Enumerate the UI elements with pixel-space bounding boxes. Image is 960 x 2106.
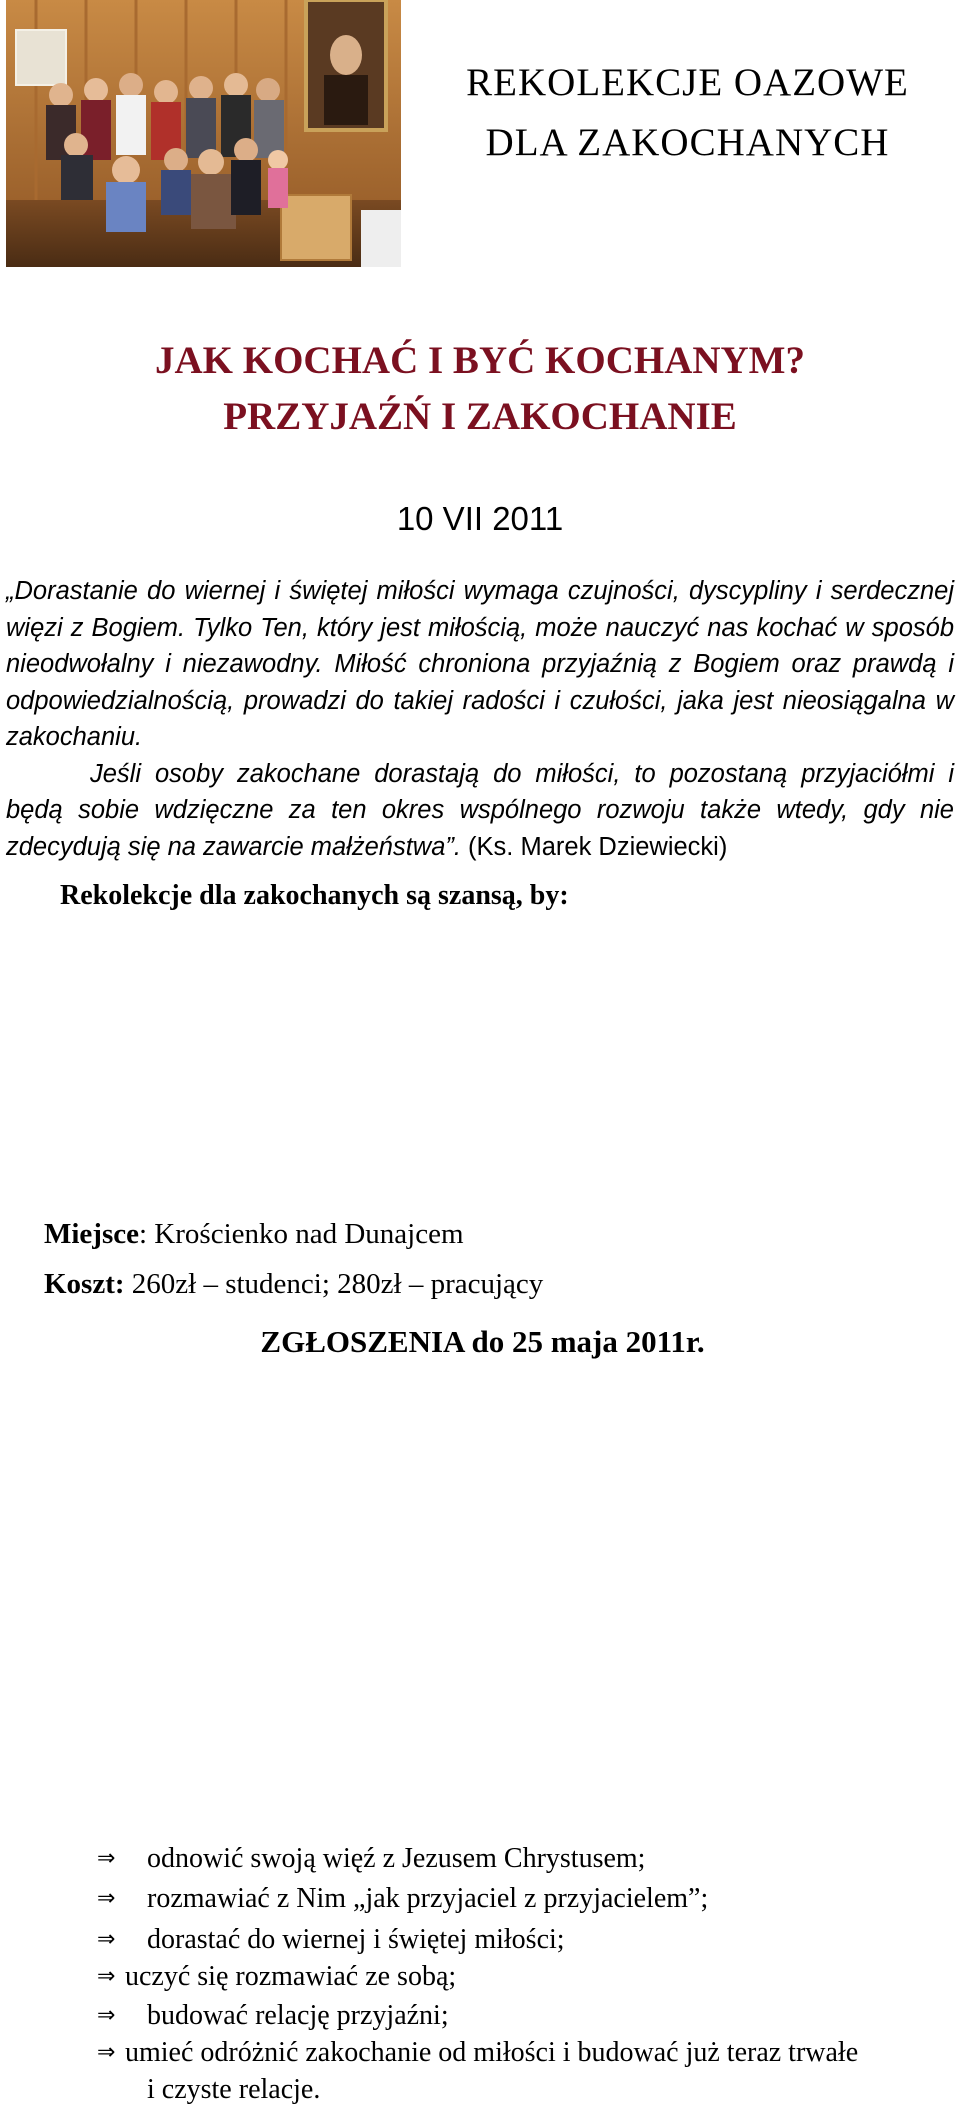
cost-label: Koszt: [44,1268,125,1300]
double-arrow-icon: ⇒ [97,1964,116,1989]
subtitle-line-2: PRZYJAŹŃ I ZAKOCHANIE [223,395,737,438]
place-info [44,1218,464,1251]
quote-paragraph-1: „Dorastanie do wiernej i świętej miłości wymaga czujności, dyscypliny i serdecznej więzi z Bogiem. Tylko Ten, który jest miłością, może nauczyć nas kochać w sposób nieodwołalny i niezawodny. Miłość chroniona przyjaźnią z Bogiem oraz prawdą i odpowiedzialnością, prowadzi do takiej radości i czułości, jaka jest nieosiągalna w zakochaniu. [6,577,954,751]
quote-block [6,573,954,865]
benefit-text: umieć odróżnić zakochanie od miłości i budować już teraz trwałe [125,2037,859,2068]
cost-info [44,1268,543,1301]
benefit-text: budować relację przyjaźni; [147,2000,449,2031]
benefit-text: i czyste relacje. [147,2074,321,2105]
benefit-text: uczyć się rozmawiać ze sobą; [125,1961,457,1992]
quote-paragraph-2 [6,756,954,866]
double-arrow-icon: ⇒ [97,2040,116,2065]
benefit-text: odnowić swoją więź z Jezusem Chrystusem; [147,1843,646,1874]
double-arrow-icon: ⇒ [97,1927,116,1952]
place-label: Miejsce [44,1218,139,1250]
double-arrow-icon: ⇒ [97,2003,116,2028]
title-line-2: DLA ZAKOCHANYCH [485,121,890,164]
double-arrow-icon: ⇒ [97,1886,116,1911]
benefit-text: dorastać do wiernej i świętej miłości; [147,1924,565,1955]
quote-paragraph-2-text: Jeśli osoby zakochane dorastają do miłości, to pozostaną przyjaciółmi i będą sobie wdzięczne za ten okres wspólnego rozwoju także wtedy, gdy nie zdecydują się na zawarcie małżeństwa”. [6,759,954,861]
subtitle-line-1: JAK KOCHAĆ I BYĆ KOCHANYM? [155,339,805,382]
quote-author: (Ks. Marek Dziewiecki) [460,832,728,861]
benefit-text: rozmawiać z Nim „jak przyjaciel z przyjacielem”; [147,1883,709,1914]
group-photo-illustration [6,0,401,267]
event-date: 10 VII 2011 [396,500,564,537]
title-line-1: REKOLEKCJE OAZOWE [466,61,909,104]
registration-deadline: ZGŁOSZENIA do 25 maja 2011r. [260,1324,705,1359]
cost-value: 260zł – studenci; 280zł – pracujący [124,1268,544,1300]
place-value: : Krościenko nad Dunajcem [139,1218,464,1250]
double-arrow-icon: ⇒ [97,1846,116,1871]
group-photo [6,0,401,267]
benefits-intro: Rekolekcje dla zakochanych są szansą, by: [60,880,569,911]
